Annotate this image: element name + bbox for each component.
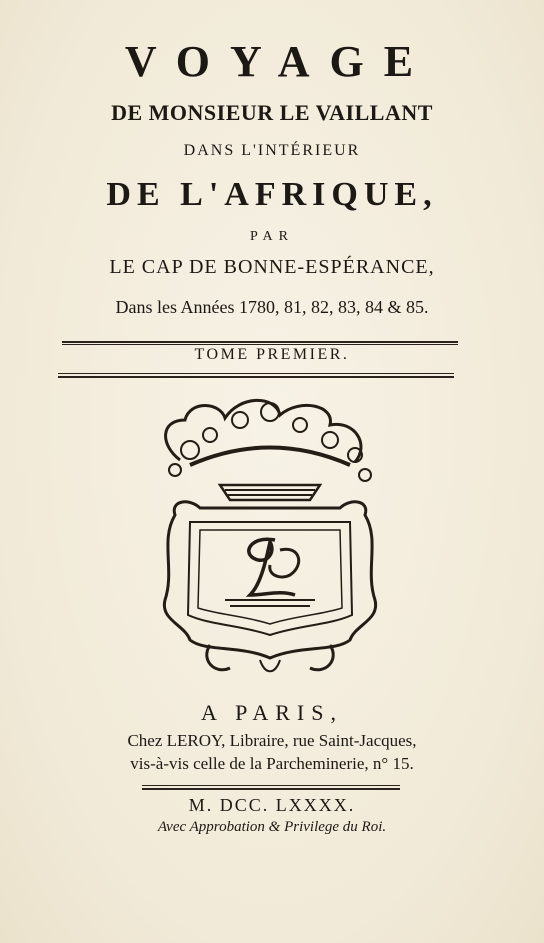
divider-bottom [142,785,400,786]
title-par: PAR [250,229,294,244]
title-years-line: Dans les Années 1780, 81, 82, 83, 84 & 85. [115,297,429,317]
imprint-address: vis-à-vis celle de la Parcheminerie, n° 15. [130,754,414,773]
fleuron-cartouche-icon [130,390,410,690]
divider-bottom-thick [142,788,400,790]
imprint-publisher: Chez LEROY, Libraire, rue Saint-Jacques, [127,731,417,750]
title-cape-line: LE CAP DE BONNE-ESPÉRANCE, [109,256,435,278]
title-author-line: DE MONSIEUR LE VAILLANT [111,100,433,125]
divider-middle [58,373,454,374]
imprint-privilege: Avec Approbation & Privilege du Roi. [157,819,387,835]
imprint-date: M. DCC. LXXXX. [188,795,356,815]
divider-middle-thick [58,376,454,378]
title-interior-line: DANS L'INTÉRIEUR [183,142,361,159]
title-africa: DE L'AFRIQUE, [106,176,438,213]
divider-top-thin [62,344,458,345]
imprint-city: A PARIS, [200,700,343,725]
title-voyage: VOYAGE [124,37,434,86]
volume-label: TOME PREMIER. [194,346,350,363]
divider-top [62,341,458,343]
